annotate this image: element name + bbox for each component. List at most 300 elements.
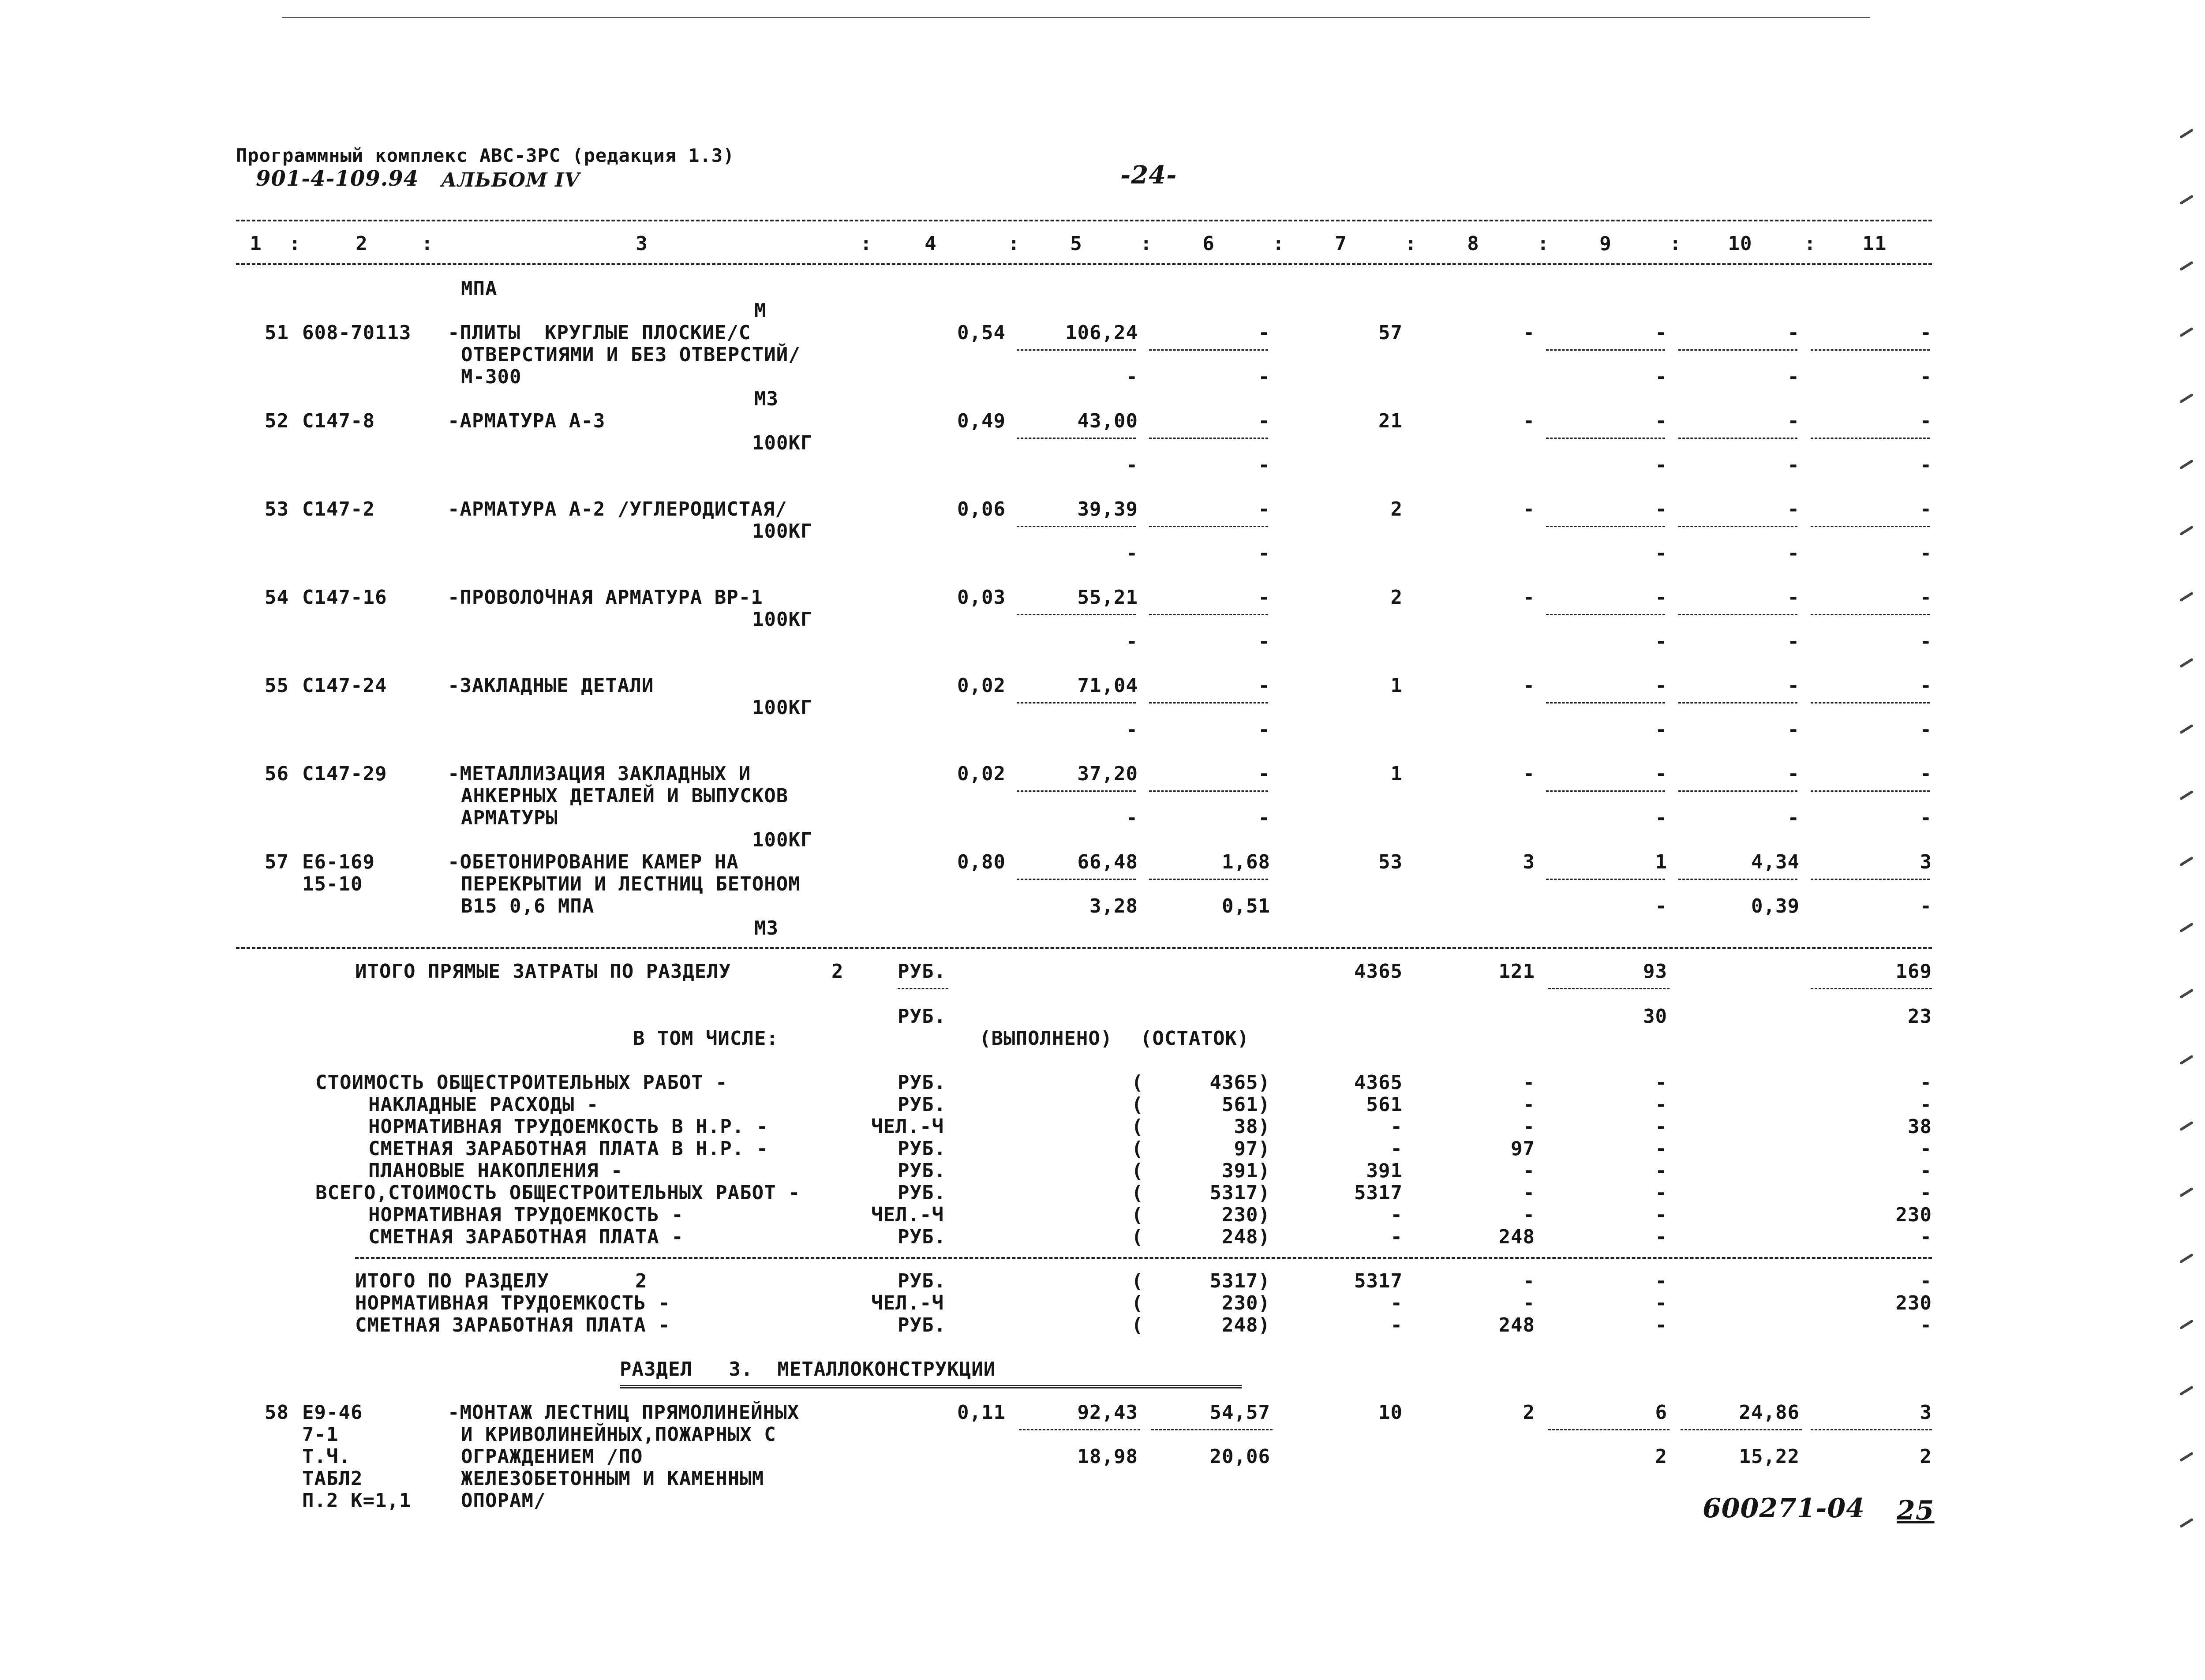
value-separator <box>1811 614 1930 615</box>
summary-c7: 5317 <box>1354 1182 1403 1204</box>
top-edge-line <box>282 17 1870 18</box>
header-rule-top <box>236 220 1932 221</box>
col-header-8: 8 <box>1467 232 1479 255</box>
row-description: В15 0,6 МПА <box>461 895 595 917</box>
row-58-c5: 92,43 <box>1077 1401 1138 1424</box>
row-c5: 39,39 <box>1077 498 1138 520</box>
value-separator <box>1149 879 1268 880</box>
paren-open: ( <box>1131 1093 1144 1116</box>
total-direct-unit-2: РУБ. <box>898 1005 946 1028</box>
row-description: -ПЛИТЫ КРУГЛЫЕ ПЛОСКИЕ/С <box>448 322 751 344</box>
summary-c8: 248 <box>1498 1314 1535 1336</box>
row-number: 53 <box>265 498 289 520</box>
summary-c9: - <box>1655 1226 1667 1248</box>
edge-mark <box>2179 1055 2194 1065</box>
row-c5: 66,48 <box>1077 851 1138 873</box>
row-number: 52 <box>265 410 289 432</box>
row-unit: М <box>754 299 767 322</box>
header-rule-bottom <box>236 263 1932 265</box>
row-c9: - <box>1655 763 1667 785</box>
total-direct-c9: 93 <box>1643 960 1667 983</box>
row-number: 51 <box>265 322 289 344</box>
summary-c11: - <box>1920 1160 1932 1182</box>
row-58-code-4: ТАБЛ2 <box>302 1467 363 1490</box>
summary-unit: РУБ. <box>898 1314 946 1336</box>
row-description: АНКЕРНЫХ ДЕТАЛЕЙ И ВЫПУСКОВ <box>461 785 789 807</box>
summary-c9: - <box>1655 1137 1667 1160</box>
summary-c11: 230 <box>1895 1204 1932 1226</box>
summary-label: НОРМАТИВНАЯ ТРУДОЕМКОСТЬ В Н.Р. - <box>368 1115 769 1138</box>
value-separator <box>1546 702 1665 703</box>
value-separator <box>1811 702 1930 703</box>
row-58-c8: 2 <box>1523 1401 1535 1424</box>
edge-mark <box>2179 988 2194 999</box>
row-58-desc-2: И КРИВОЛИНЕЙНЫХ,ПОЖАРНЫХ С <box>461 1423 776 1446</box>
summary-c9: - <box>1655 1292 1667 1314</box>
summary-unit: ЧЕЛ.-Ч <box>871 1115 944 1138</box>
value-separator <box>1546 349 1665 351</box>
row-c4: 0,02 <box>957 674 1006 697</box>
row-c11-lower: - <box>1920 366 1932 388</box>
summary-done-value: 38) <box>1234 1115 1270 1138</box>
value-separator <box>1811 879 1930 880</box>
summary-done-value: 5317) <box>1209 1182 1270 1204</box>
summary-done-value: 561) <box>1222 1093 1270 1116</box>
value-separator <box>1546 879 1665 880</box>
paren-open: ( <box>1131 1160 1144 1182</box>
row-c7: 2 <box>1390 498 1403 520</box>
value-separator <box>1017 790 1136 792</box>
summary-c7: 391 <box>1366 1160 1403 1182</box>
summary-c11: - <box>1920 1226 1932 1248</box>
summary-done-value: 248) <box>1222 1314 1270 1336</box>
edge-mark <box>2179 1385 2194 1396</box>
row-58-c10-lower: 15,22 <box>1739 1445 1800 1468</box>
row-description: -АРМАТУРА А-2 /УГЛЕРОДИСТАЯ/ <box>448 498 787 520</box>
value-separator <box>1678 879 1797 880</box>
summary-label: ВСЕГО,СТОИМОСТЬ ОБЩЕСТРОИТЕЛЬНЫХ РАБОТ - <box>315 1182 801 1204</box>
summary-c11: - <box>1920 1071 1932 1094</box>
row-description: ПЕРЕКРЫТИИ И ЛЕСТНИЦ БЕТОНОМ <box>461 873 801 895</box>
value-separator <box>1149 702 1268 703</box>
row-c9: - <box>1655 322 1667 344</box>
row-c11-lower: - <box>1920 718 1932 741</box>
paren-open: ( <box>1131 1292 1144 1314</box>
row-c9: - <box>1655 674 1667 697</box>
done-label: (ВЫПОЛНЕНО) <box>979 1027 1113 1050</box>
row-c6-lower: - <box>1258 366 1270 388</box>
edge-mark <box>2179 922 2194 932</box>
page-number: -24- <box>1120 161 1177 190</box>
row-c10: - <box>1787 763 1800 785</box>
summary-done-value: 97) <box>1234 1137 1270 1160</box>
total-direct-label: ИТОГО ПРЯМЫЕ ЗАТРАТЫ ПО РАЗДЕЛУ <box>355 960 731 983</box>
row-c11-lower: - <box>1920 630 1932 653</box>
row-c5: 71,04 <box>1077 674 1138 697</box>
row-c7: 21 <box>1378 410 1403 432</box>
row-unit: М3 <box>754 388 779 410</box>
value-separator <box>1678 526 1797 527</box>
row-c5-lower: - <box>1126 454 1138 476</box>
col-header-1: 1 <box>250 232 262 255</box>
summary-unit: РУБ. <box>898 1226 946 1248</box>
value-separator <box>1149 438 1268 439</box>
edge-mark <box>2179 1253 2194 1263</box>
row-58-code-3: Т.Ч. <box>302 1445 351 1468</box>
row-c9-lower: - <box>1655 542 1667 565</box>
row-c5-lower: - <box>1126 542 1138 565</box>
summary-label: ПЛАНОВЫЕ НАКОПЛЕНИЯ - <box>368 1160 623 1182</box>
summary-c7: - <box>1390 1314 1403 1336</box>
row-c6: - <box>1258 586 1270 609</box>
summary-unit: РУБ. <box>898 1071 946 1094</box>
summary-c9: - <box>1655 1270 1667 1292</box>
row-c9-lower: - <box>1655 630 1667 653</box>
row-description: АРМАТУРЫ <box>461 807 558 829</box>
row-c6: - <box>1258 410 1270 432</box>
summary-c11: - <box>1920 1137 1932 1160</box>
edge-mark <box>2179 128 2194 138</box>
value-separator <box>1678 702 1797 703</box>
total-direct-unit: РУБ. <box>898 960 946 983</box>
row-description: -ПРОВОЛОЧНАЯ АРМАТУРА ВР-1 <box>448 586 763 609</box>
row-c11: - <box>1920 322 1932 344</box>
row-unit: 100КГ <box>752 432 813 454</box>
row-58-desc-4: ЖЕЛЕЗОБЕТОННЫМ И КАМЕННЫМ <box>461 1467 764 1490</box>
row-c10: - <box>1787 498 1800 520</box>
row-c5: 55,21 <box>1077 586 1138 609</box>
summary-c8: - <box>1523 1182 1535 1204</box>
summary-unit: РУБ. <box>898 1182 946 1204</box>
summary-label: СТОИМОСТЬ ОБЩЕСТРОИТЕЛЬНЫХ РАБОТ - <box>315 1071 728 1094</box>
row-number: 57 <box>265 851 289 873</box>
value-separator <box>1017 526 1136 527</box>
summary-c7: 4365 <box>1354 1071 1403 1094</box>
including-label: В ТОМ ЧИСЛЕ: <box>633 1027 779 1050</box>
row-c4: 0,49 <box>957 410 1006 432</box>
row-code: 15-10 <box>302 873 363 895</box>
row-58-c6-lower: 20,06 <box>1209 1445 1270 1468</box>
value-separator <box>1678 438 1797 439</box>
row-c5: 37,20 <box>1077 763 1138 785</box>
total-direct-c9-lower: 30 <box>1643 1005 1667 1028</box>
row-c10-lower: 0,39 <box>1751 895 1800 917</box>
rest-label: (ОСТАТОК) <box>1140 1027 1250 1050</box>
row-58-c11: 3 <box>1920 1401 1932 1424</box>
edge-mark <box>2179 1121 2194 1131</box>
row-c11-lower: - <box>1920 542 1932 565</box>
row-c6-lower: - <box>1258 630 1270 653</box>
total-direct-c8: 121 <box>1498 960 1535 983</box>
row-c4: 0,80 <box>957 851 1006 873</box>
row-c10-lower: - <box>1787 718 1800 741</box>
row-code: Е6-169 <box>302 851 375 873</box>
value-separator <box>1149 526 1268 527</box>
summary-c9: - <box>1655 1115 1667 1138</box>
summary-c8: 248 <box>1498 1226 1535 1248</box>
summary-c7: - <box>1390 1115 1403 1138</box>
breakdown-end-rule <box>355 1257 1932 1259</box>
row-c6: 1,68 <box>1222 851 1270 873</box>
col-header-3: 3 <box>636 232 648 255</box>
edge-mark <box>2179 1187 2194 1197</box>
summary-done-value: 248) <box>1222 1226 1270 1248</box>
paren-open: ( <box>1131 1226 1144 1248</box>
row-c10-lower: - <box>1787 807 1800 829</box>
row-58-c11-lower: 2 <box>1920 1445 1932 1468</box>
row-c11-lower: - <box>1920 807 1932 829</box>
value-separator <box>1149 790 1268 792</box>
row-c10: 4,34 <box>1751 851 1800 873</box>
row-c8: - <box>1523 586 1535 609</box>
row-58-code-1: Е9-46 <box>302 1401 363 1424</box>
row-c9-lower: - <box>1655 895 1667 917</box>
row-58-c4: 0,11 <box>957 1401 1006 1424</box>
row-c6: - <box>1258 674 1270 697</box>
program-title: Программный комплекс АВС-3РС (редакция 1.3) <box>236 145 735 166</box>
value-separator <box>1678 790 1797 792</box>
value-separator <box>1811 790 1930 792</box>
row-description: МПА <box>461 277 498 300</box>
row-c10: - <box>1787 586 1800 609</box>
summary-c7: - <box>1390 1204 1403 1226</box>
summary-c9: - <box>1655 1071 1667 1094</box>
summary-c8: - <box>1523 1071 1535 1094</box>
row-c4: 0,03 <box>957 586 1006 609</box>
row-c6-lower: 0,51 <box>1222 895 1270 917</box>
row-58-c5-lower: 18,98 <box>1077 1445 1138 1468</box>
row-c7: 1 <box>1390 674 1403 697</box>
col-header-6: 6 <box>1202 232 1215 255</box>
row-c10-lower: - <box>1787 542 1800 565</box>
value-separator <box>1017 702 1136 703</box>
col-header-10: 10 <box>1728 232 1752 255</box>
value-separator <box>1017 349 1136 351</box>
value-separator <box>1017 614 1136 615</box>
paren-open: ( <box>1131 1270 1144 1292</box>
col-header-5: 5 <box>1070 232 1082 255</box>
summary-c9: - <box>1655 1093 1667 1116</box>
col-header-9: 9 <box>1599 232 1612 255</box>
estimate-page: Программный комплекс АВС-3РС (редакция 1.3) 901-4-109.94 АЛЬБОМ IV -24- 1 2 3 4 5 6 7 8 9 10 11 : : : : : : : : : : МПА М 51 608-70113 -ПЛИТЫ КРУГЛЫЕ ПЛОСКИЕ/С ОТВЕРСТИЯМИ И БЕЗ ОТВЕРСТИЙ/ М-300 М3 0,54 106,24 - 57 - - - - - - - - - 52 С147-8 -АРМАТУРА А-3 100КГ 0,49 43,00 - 21 - - - - - - - - - 53 С147-2 -АРМАТУРА А-2 /УГЛЕРОДИСТАЯ/ 100КГ 0,06 39,39 - 2 - - - - - - - - - 54 С147-16 -ПРОВОЛОЧНАЯ АРМАТУРА ВР-1 100КГ 0,03 55,21 - 2 - - - - - - - - - 55 С147-24 -ЗАКЛАДНЫЕ ДЕТАЛИ 100КГ 0,02 71,04 - 1 - - - - - - - - - 56 С147-29 -МЕТАЛЛИЗАЦИЯ ЗАКЛАДНЫХ И АНКЕРНЫХ ДЕТАЛЕЙ И ВЫПУСКОВ АРМАТУРЫ 100КГ 0,02 37,20 - 1 - - - - - - - - - 57 Е6-169 15-10 -ОБЕТОНИРОВАНИЕ КАМЕР НА ПЕРЕКРЫТИИ И ЛЕСТНИЦ БЕТОНОМ В15 0,6 МПА М3 0,80 66,48 1,68 53 3 1 4,34 3 3,28 0,51 - 0,39 - ИТОГО ПРЯМЫЕ ЗАТРАТЫ ПО РАЗДЕЛУ 2 РУБ. 4365 121 93 169 РУБ. 30 23 В ТОМ ЧИСЛЕ: (ВЫПОЛНЕНО) (ОСТАТОК) СТОИМОСТЬ ОБЩЕСТРОИТЕЛЬНЫХ РАБОТ - РУБ. ( 4365) 4365 - - - НАКЛАДНЫЕ РАСХОДЫ - РУБ. ( 561) 561 - - - НОРМАТИВНАЯ ТРУДОЕМКОСТЬ В Н.Р. - ЧЕЛ.-Ч ( 38) - - - 38 СМЕТНАЯ ЗАРАБОТНАЯ ПЛАТА В Н.Р. - РУБ. ( 97) - 97 - - ПЛАНОВЫЕ НАКОПЛЕНИЯ - РУБ. ( 391) 391 - - - ВСЕГО,СТОИМОСТЬ ОБЩЕСТРОИТЕЛЬНЫХ РАБОТ - РУБ. ( 5317) 5317 - - - НОРМАТИВНАЯ ТРУДОЕМКОСТЬ - ЧЕЛ.-Ч ( 230) - - - 230 СМЕТНАЯ ЗАРАБОТНАЯ ПЛАТА - РУБ. ( 248) - 248 - - ИТОГО ПО РАЗДЕЛУ 2 РУБ. ( 5317) 5317 - - - НОРМАТИВНАЯ ТРУДОЕМКОСТЬ - ЧЕЛ.-Ч ( 230) - - - 230 СМЕТНАЯ ЗАРАБОТНАЯ ПЛАТА - РУБ. ( 248) - 248 - - РАЗДЕЛ 3. МЕТАЛЛОКОНСТРУКЦИИ 58 Е9-46 7-1 Т.Ч. ТАБЛ2 П.2 К=1,1 -МОНТАЖ ЛЕСТНИЦ ПРЯМОЛИНЕЙНЫХ И КРИВОЛИНЕЙНЫХ,ПОЖАРНЫХ С ОГРАЖДЕНИЕМ /ПО ЖЕЛЕЗОБЕТОННЫМ И КАМЕННЫМ ОПОРАМ/ 0,11 92,43 54,57 10 2 6 24,86 3 18,98 20,06 2 15,22 2 600271-04 25 <box>0 0 2205 1680</box>
row-c5: 43,00 <box>1077 410 1138 432</box>
row-c6-lower: - <box>1258 718 1270 741</box>
row-code: С147-8 <box>302 410 375 432</box>
row-c4: 0,02 <box>957 763 1006 785</box>
edge-mark <box>2179 724 2194 734</box>
row-c9: - <box>1655 498 1667 520</box>
value-separator <box>1546 790 1665 792</box>
row-c4: 0,54 <box>957 322 1006 344</box>
row-description: -ОБЕТОНИРОВАНИЕ КАМЕР НА <box>448 851 739 873</box>
summary-c9: - <box>1655 1182 1667 1204</box>
edge-mark <box>2179 195 2194 205</box>
summary-unit: РУБ. <box>898 1093 946 1116</box>
summary-done-value: 391) <box>1222 1160 1270 1182</box>
summary-c11: - <box>1920 1093 1932 1116</box>
row-c5-lower: - <box>1126 718 1138 741</box>
row-c6: - <box>1258 322 1270 344</box>
row-c6-lower: - <box>1258 542 1270 565</box>
row-58-no: 58 <box>265 1401 289 1424</box>
row-c11: - <box>1920 586 1932 609</box>
row-c10-lower: - <box>1787 454 1800 476</box>
row-c11: - <box>1920 763 1932 785</box>
summary-c9: - <box>1655 1160 1667 1182</box>
summary-c11: 230 <box>1895 1292 1932 1314</box>
row-58-c10: 24,86 <box>1739 1401 1800 1424</box>
summary-c8: - <box>1523 1160 1535 1182</box>
row-c9: - <box>1655 586 1667 609</box>
summary-done-value: 4365) <box>1209 1071 1270 1094</box>
edge-mark <box>2179 327 2194 337</box>
row-c9-lower: - <box>1655 718 1667 741</box>
row-c10-lower: - <box>1787 366 1800 388</box>
row-c5: 106,24 <box>1065 322 1138 344</box>
value-separator <box>1811 526 1930 527</box>
col-header-4: 4 <box>925 232 937 255</box>
summary-unit: ЧЕЛ.-Ч <box>871 1204 944 1226</box>
summary-c11: - <box>1920 1182 1932 1204</box>
value-separator <box>1546 614 1665 615</box>
rows-end-rule <box>236 947 1932 949</box>
row-description: -АРМАТУРА А-3 <box>448 410 606 432</box>
row-58-desc-1: -МОНТАЖ ЛЕСТНИЦ ПРЯМОЛИНЕЙНЫХ <box>448 1401 800 1424</box>
row-description: -ЗАКЛАДНЫЕ ДЕТАЛИ <box>448 674 654 697</box>
paren-open: ( <box>1131 1071 1144 1094</box>
row-c8: 3 <box>1523 851 1535 873</box>
row-c11-lower: - <box>1920 454 1932 476</box>
summary-c9: - <box>1655 1204 1667 1226</box>
row-c10: - <box>1787 674 1800 697</box>
row-c10: - <box>1787 322 1800 344</box>
summary-c7: - <box>1390 1226 1403 1248</box>
row-number: 56 <box>265 763 289 785</box>
total-direct-c11: 169 <box>1895 960 1932 983</box>
row-c6-lower: - <box>1258 454 1270 476</box>
value-separator <box>1546 526 1665 527</box>
row-c6: - <box>1258 763 1270 785</box>
summary-label: НОРМАТИВНАЯ ТРУДОЕМКОСТЬ - <box>355 1292 670 1314</box>
edge-mark <box>2179 591 2194 602</box>
row-c9-lower: - <box>1655 366 1667 388</box>
summary-done-value: 230) <box>1222 1292 1270 1314</box>
row-c6-lower: - <box>1258 807 1270 829</box>
summary-unit: ЧЕЛ.-Ч <box>871 1292 944 1314</box>
section-3-underline <box>620 1385 1242 1388</box>
row-c9: - <box>1655 410 1667 432</box>
value-separator <box>1678 349 1797 351</box>
row-code: 608-70113 <box>302 322 412 344</box>
summary-done-value: 230) <box>1222 1204 1270 1226</box>
value-separator <box>1811 438 1930 439</box>
edge-mark <box>2179 393 2194 403</box>
row-c9: 1 <box>1655 851 1667 873</box>
row-code: С147-2 <box>302 498 375 520</box>
row-58-c6: 54,57 <box>1209 1401 1270 1424</box>
summary-c8: - <box>1523 1204 1535 1226</box>
summary-c8: - <box>1523 1292 1535 1314</box>
row-c11: - <box>1920 674 1932 697</box>
edge-mark <box>2179 525 2194 535</box>
summary-section: 2 <box>635 1270 648 1292</box>
paren-open: ( <box>1131 1182 1144 1204</box>
summary-unit: РУБ. <box>898 1270 946 1292</box>
row-c8: - <box>1523 322 1535 344</box>
row-code: С147-16 <box>302 586 387 609</box>
edge-mark <box>2179 790 2194 800</box>
summary-label: НАКЛАДНЫЕ РАСХОДЫ - <box>368 1093 599 1116</box>
summary-c8: - <box>1523 1093 1535 1116</box>
edge-mark <box>2179 459 2194 469</box>
summary-c11: - <box>1920 1314 1932 1336</box>
row-c10: - <box>1787 410 1800 432</box>
row-c8: - <box>1523 763 1535 785</box>
row-c4: 0,06 <box>957 498 1006 520</box>
col-header-7: 7 <box>1335 232 1347 255</box>
row-c11: 3 <box>1920 851 1932 873</box>
footer-stamp: 600271-04 <box>1703 1493 1865 1524</box>
row-description: -МЕТАЛЛИЗАЦИЯ ЗАКЛАДНЫХ И <box>448 763 751 785</box>
row-c7: 53 <box>1378 851 1403 873</box>
summary-c9: - <box>1655 1314 1667 1336</box>
row-unit: 100КГ <box>752 696 813 719</box>
value-separator <box>1546 438 1665 439</box>
summary-c8: - <box>1523 1115 1535 1138</box>
summary-c7: 561 <box>1366 1093 1403 1116</box>
edge-mark <box>2179 1518 2194 1528</box>
row-description: М-300 <box>461 366 522 388</box>
edge-mark <box>2179 1452 2194 1462</box>
total-direct-section: 2 <box>831 960 844 983</box>
paren-open: ( <box>1131 1204 1144 1226</box>
row-unit: 100КГ <box>752 608 813 631</box>
row-58-code-5: П.2 К=1,1 <box>302 1489 412 1512</box>
paren-open: ( <box>1131 1314 1144 1336</box>
summary-done-value: 5317) <box>1209 1270 1270 1292</box>
summary-c8: - <box>1523 1270 1535 1292</box>
section-3-title: РАЗДЕЛ 3. МЕТАЛЛОКОНСТРУКЦИИ <box>620 1358 996 1381</box>
row-description: ОТВЕРСТИЯМИ И БЕЗ ОТВЕРСТИЙ/ <box>461 344 801 366</box>
col-header-2: 2 <box>356 232 368 255</box>
paren-open: ( <box>1131 1137 1144 1160</box>
total-direct-c11-lower: 23 <box>1908 1005 1932 1028</box>
summary-c7: - <box>1390 1292 1403 1314</box>
summary-c8: 97 <box>1511 1137 1535 1160</box>
row-58-desc-3: ОГРАЖДЕНИЕМ /ПО <box>461 1445 643 1468</box>
row-c7: 1 <box>1390 763 1403 785</box>
summary-c11: - <box>1920 1270 1932 1292</box>
row-c8: - <box>1523 498 1535 520</box>
value-separator <box>1149 614 1268 615</box>
row-unit: 100КГ <box>752 829 813 851</box>
summary-label: СМЕТНАЯ ЗАРАБОТНАЯ ПЛАТА В Н.Р. - <box>368 1137 769 1160</box>
summary-label: СМЕТНАЯ ЗАРАБОТНАЯ ПЛАТА - <box>355 1314 670 1336</box>
summary-unit: РУБ. <box>898 1160 946 1182</box>
row-c11-lower: - <box>1920 895 1932 917</box>
footer-sheet-number: 25 <box>1897 1495 1935 1526</box>
row-c8: - <box>1523 674 1535 697</box>
summary-c11: 38 <box>1908 1115 1932 1138</box>
row-58-c9-lower: 2 <box>1655 1445 1667 1468</box>
col-header-11: 11 <box>1862 232 1887 255</box>
row-unit: 100КГ <box>752 520 813 543</box>
value-separator <box>1017 438 1136 439</box>
edge-mark <box>2179 658 2194 668</box>
row-code: С147-29 <box>302 763 387 785</box>
summary-c7: 5317 <box>1354 1270 1403 1292</box>
row-c11: - <box>1920 410 1932 432</box>
